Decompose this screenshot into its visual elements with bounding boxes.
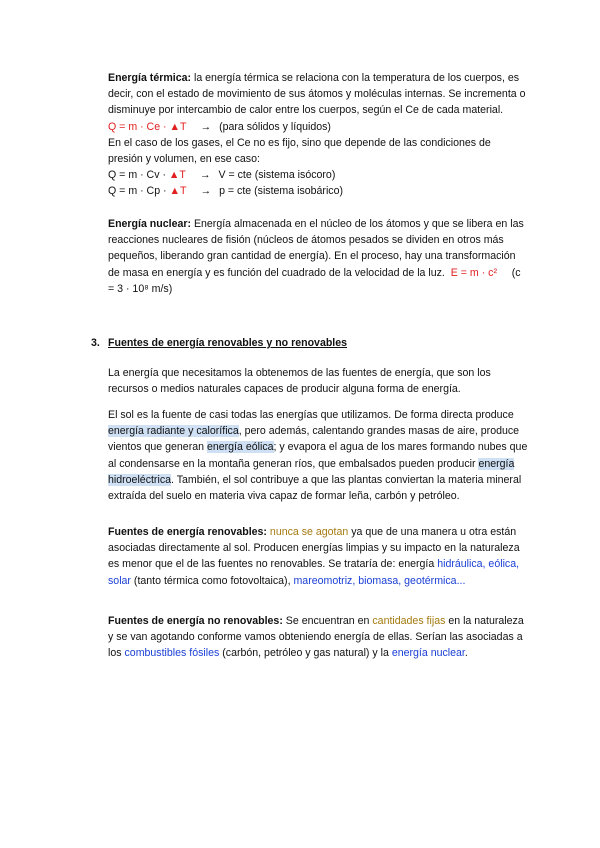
no-renovables-label: Fuentes de energía no renovables: [108,615,283,627]
section-number: 3. [91,337,100,349]
renovables-highlight: nunca se agotan [269,526,349,538]
delta-t-cp: ▲T [169,185,187,198]
intro-text: La energía que necesitamos la obtenemos de las fuentes de energía, que son los recursos o medios naturales capaces de producir alguna forma de energía. [108,367,491,396]
renovables-list-1: hidráulica, eólica, solar [108,558,520,587]
intro-paragraph [108,365,528,397]
renovables-text-1: ya que de una manera u otra están asociadas directamente al sol. Producen energías limpias y su impacto en la naturaleza es menor que el de las fuentes no renovables. Se trataría de: energía [108,526,520,571]
no-renovables-text-4: . [464,647,468,660]
no-renovables-text-3: (carbón, petróleo y gas natural) y la [219,647,392,660]
renovables-list-2: mareomotriz, biomasa, geotérmica... [293,574,466,587]
termica-label: Energía térmica: [108,72,192,84]
highlight-radiante: energía radiante y calorífica [108,425,239,438]
section-title: Fuentes de energía renovables y no renovables [108,337,348,349]
nuclear-paragraph [108,216,528,297]
no-renovables-paragraph [108,613,528,662]
renovables-label: Fuentes de energía renovables: [108,526,267,538]
no-renovables-fosiles: combustibles fósiles [124,647,220,660]
termica-note-solidos: (para sólidos y líquidos) [219,120,331,133]
no-renovables-highlight: cantidades fijas [372,615,446,627]
termica-formula-solidos: Q = m · Ce · ▲T [108,120,187,133]
termica-formula-cp: Q = m · Cp · [108,185,170,198]
no-renovables-nuclear: energía nuclear [391,647,465,660]
highlight-eolica: energía eólica [206,441,274,454]
renovables-paragraph [108,524,528,589]
section-heading [91,335,347,351]
termica-paragraph [108,70,528,200]
termica-note-isocoro: V = cte (sistema isócoro) [218,169,336,182]
renovables-text-2: (tanto térmica como fotovoltaica), [130,574,294,587]
termica-note-isobarico: p = cte (sistema isobárico) [219,185,344,198]
sol-text-3: ; y evapora el agua de los mares formando nubes que al condensarse en la montaña generan ríos, que embalsados pueden producir [108,441,528,470]
sol-text-1: El sol es la fuente de casi todas las energías que utilizamos. De forma directa produce [108,409,514,421]
sol-paragraph [108,407,528,504]
sol-text-4: . También, el sol contribuye a que las plantas conviertan la materia mineral extraída del suelo en materia viva capaz de formar leña, carbón y petróleo. [108,473,522,503]
arrow-icon: → [200,120,212,133]
termica-text: la energía térmica se relaciona con la temperatura de los cuerpos, es decir, con el estado de movimiento de sus átomos y moléculas internas. Se incrementa o disminuye por intercambio de calor entre los cuerpos, según el Ce de cada material. [108,72,526,117]
nuclear-formula: E = m · c² [450,266,497,279]
highlight-hidroelectrica: energía hidroeléctrica [108,457,515,486]
termica-formula-cv: Q = m · Cv · [108,169,169,182]
arrow-icon: → [200,185,212,198]
no-renovables-text-1: Se encuentran en [282,615,373,627]
nuclear-text: Energía almacenada en el núcleo de los átomos y que se libera en las reacciones nucleares de fisión (núcleos de átomos pesados se dividen en otros más pequeños, liberando gran cantidad de energía). En el proceso, hay una transformación de masa en energía y es función del cuadrado de la velocidad de la luz. [108,218,524,279]
no-renovables-text-2: en la naturaleza y se van agotando conforme vamos obteniendo energía de ellas. Serían las asociadas a los [108,615,524,660]
delta-t-cv: ▲T [168,169,186,182]
termica-gases-text: En el caso de los gases, el Ce no es fijo, sino que depende de las condiciones de presión y volumen, en ese caso: [108,136,491,166]
sol-text-2: , pero además, calentando grandes masas de aire, produce vientos que generan [108,425,520,454]
nuclear-note: (c = 3 · 10⁸ m/s) [108,266,521,295]
arrow-icon: → [199,169,211,182]
nuclear-label: Energía nuclear: [108,218,192,230]
